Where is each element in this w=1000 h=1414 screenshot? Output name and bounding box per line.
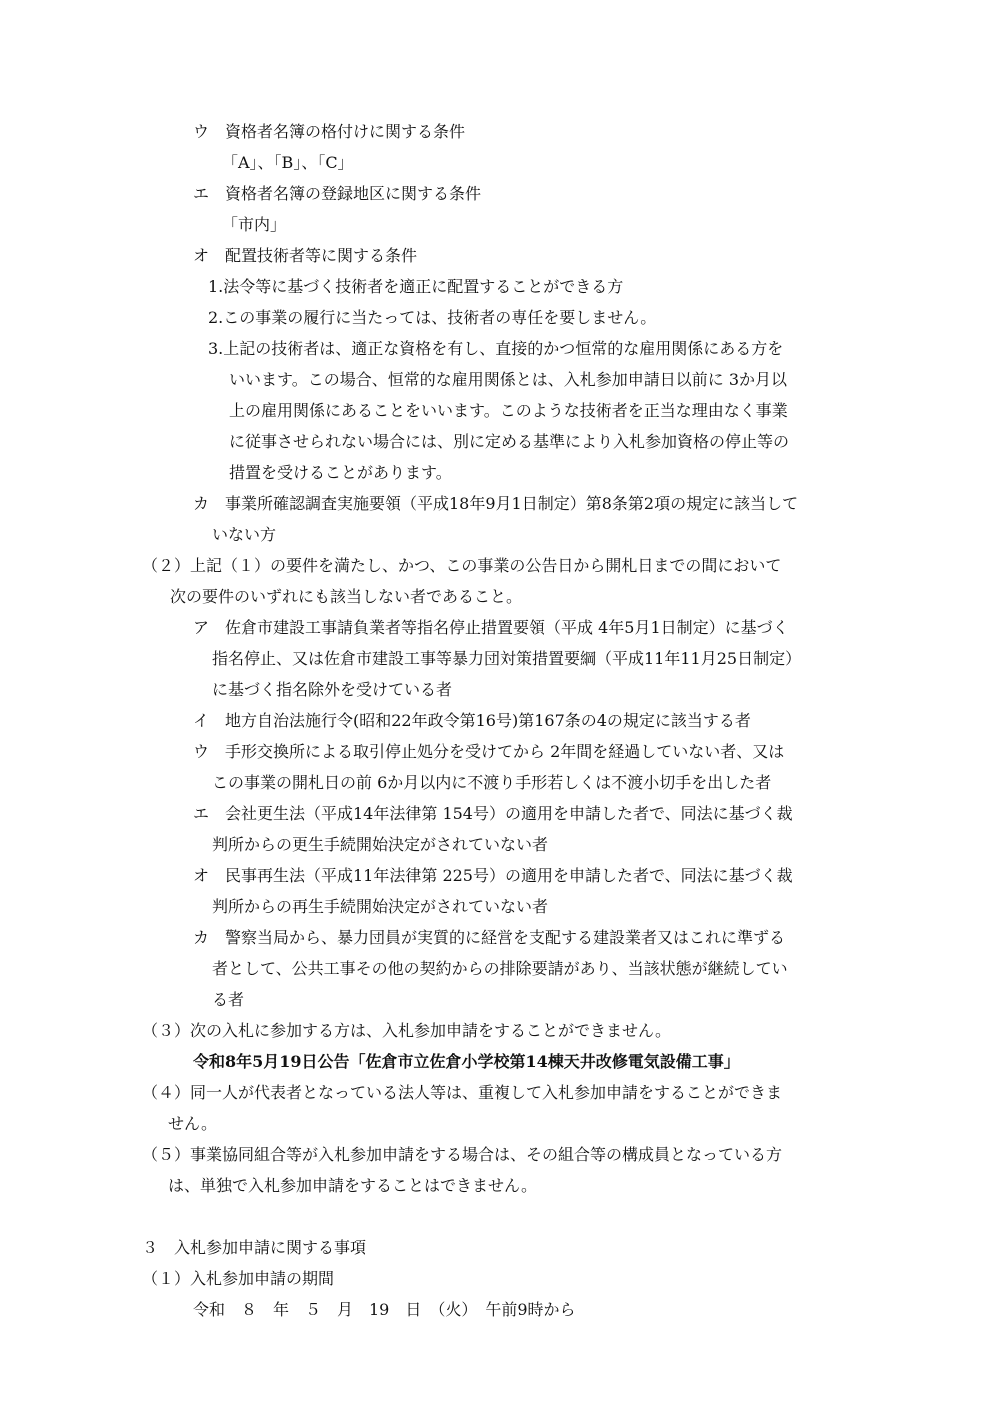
requirement-2-ka-cont: 者として、公共工事その他の契約からの排除要請があり、当該状態が継続してい [212,959,788,978]
requirement-2-e: エ 会社更生法（平成14年法律第 154号）の適用を申請した者で、同法に基づく裁 [193,804,793,823]
requirement-4-line-1: （４）同一人が代表者となっている法人等は、重複して入札参加申請をすることができま [142,1083,783,1102]
requirement-2-o: オ 民事再生法（平成11年法律第 225号）の適用を申請した者で、同法に基づく裁 [193,866,793,885]
condition-o-item-3-cont: いいます。この場合、恒常的な雇用関係とは、入札参加申請日以前に 3か月以 [229,370,788,389]
condition-o-item-3-cont: に従事させられない場合には、別に定める基準により入札参加資格の停止等の [229,432,790,451]
requirement-2-ka-cont: る者 [212,990,245,1009]
requirement-4-line-2: せん。 [168,1114,217,1133]
condition-o-item-3: 3.上記の技術者は、適正な資格を有し、直接的かつ恒常的な雇用関係にある方を [208,339,784,358]
condition-ka-line-1: カ 事業所確認調査実施要領（平成18年9月1日制定）第8条第2項の規定に該当して [193,494,799,513]
condition-u-title: ウ 資格者名簿の格付けに関する条件 [193,122,466,141]
section-3-heading: ３ 入札参加申請に関する事項 [142,1238,367,1257]
condition-u-value: 「A」、「B」、「C」 [222,153,354,172]
condition-o-item-1: 1.法令等に基づく技術者を適正に配置することができる方 [208,277,624,296]
requirement-2-a: ア 佐倉市建設工事請負業者等指名停止措置要領（平成 4年5月1日制定）に基づく [193,618,789,637]
requirement-2-line-2: 次の要件のいずれにも該当しない者であること。 [170,587,523,606]
requirement-2-i: イ 地方自治法施行令(昭和22年政令第16号)第167条の4の規定に該当する者 [193,711,751,730]
condition-o-item-2: 2.この事業の履行に当たっては、技術者の専任を要しません。 [208,308,657,327]
requirement-3-notice: 令和8年5月19日公告「佐倉市立佐倉小学校第14棟天井改修電気設備工事」 [193,1052,740,1071]
requirement-2-ka: カ 警察当局から、暴力団員が実質的に経営を支配する建設業者又はこれに準ずる [193,928,786,947]
requirement-5-line-1: （５）事業協同組合等が入札参加申請をする場合は、その組合等の構成員となっている方 [142,1145,783,1164]
requirement-2-o-cont: 判所からの再生手続開始決定がされていない者 [212,897,549,916]
requirement-2-a-cont: 指名停止、又は佐倉市建設工事等暴力団対策措置要綱（平成11年11月25日制定） [212,649,802,668]
application-period: 令和 ８ 年 ５ 月 19 日 （火） 午前9時から [193,1300,576,1319]
requirement-3-line-1: （３）次の入札に参加する方は、入札参加申請をすることができません。 [142,1021,671,1040]
requirement-2-line-1: （２）上記（１）の要件を満たし、かつ、この事業の公告日から開札日までの間において [142,556,782,575]
condition-e-value: 「市内」 [222,215,287,234]
condition-ka-line-2: いない方 [212,525,277,544]
requirement-5-line-2: は、単独で入札参加申請をすることはできません。 [168,1176,537,1195]
condition-o-item-3-cont: 措置を受けることがあります。 [229,463,452,482]
section-3-sub-1: （１）入札参加申請の期間 [142,1269,335,1288]
requirement-2-a-cont: に基づく指名除外を受けている者 [212,680,453,699]
condition-o-item-3-cont: 上の雇用関係にあることをいいます。このような技術者を正当な理由なく事業 [229,401,788,420]
requirement-2-u: ウ 手形交換所による取引停止処分を受けてから 2年間を経過していない者、又は [193,742,785,761]
condition-o-title: オ 配置技術者等に関する条件 [193,246,418,265]
requirement-2-u-cont: この事業の開札日の前 6か月以内に不渡り手形若しくは不渡小切手を出した者 [212,773,772,792]
requirement-2-e-cont: 判所からの更生手続開始決定がされていない者 [212,835,549,854]
condition-e-title: エ 資格者名簿の登録地区に関する条件 [193,184,482,203]
